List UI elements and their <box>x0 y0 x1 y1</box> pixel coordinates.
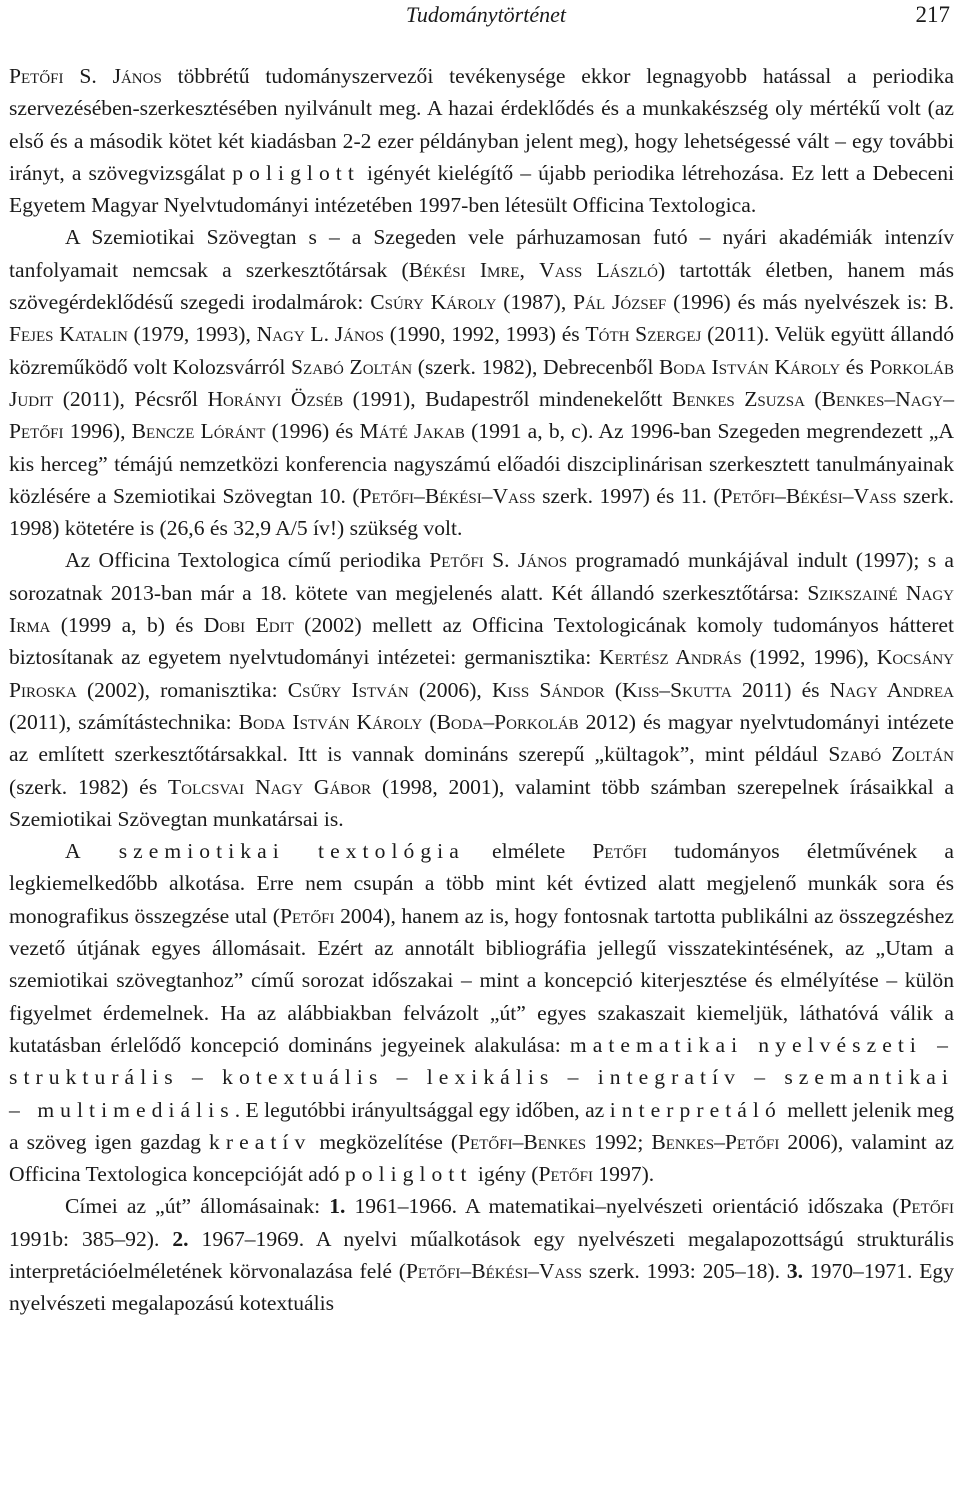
text-run: (1998, 2001), valamint több számban szerepelnek írásaikkal a Szemiotikai Szövegtan munkatársai is. <box>9 774 954 831</box>
text-run: 1991b: 385–92). <box>9 1226 173 1251</box>
author-name: Benkes Zsuzsa <box>671 386 805 411</box>
text-run: ( <box>604 677 623 702</box>
text-run: szerk. 1993: 205–18). <box>582 1258 787 1283</box>
author-name: Petőfi <box>538 1162 593 1187</box>
author-name: Dobi Edit <box>203 613 294 638</box>
text-run: (szerk. 1982), Debrecenből <box>412 354 659 379</box>
text-run: Címei az „út” állomásainak: <box>65 1194 330 1219</box>
author-name: Máté Jakab <box>359 419 465 444</box>
text-run: szerk. 1998) kötetére is (26,6 és 32,9 A/5 ív!) szükség volt. <box>9 483 955 541</box>
author-name: Petőfi <box>899 1194 954 1219</box>
author-name: Petőfi–Békési–Vass <box>359 483 536 508</box>
text-run: (1992, 1996), <box>741 645 877 670</box>
author-name: Nagy Andrea <box>829 677 954 702</box>
author-name: Boda István Károly <box>238 709 423 734</box>
author-name: Tolcsvai Nagy Gábor <box>167 774 372 799</box>
running-title: Tudománytörténet <box>405 2 566 27</box>
text-run: ( <box>422 709 437 734</box>
author-name: Boda–Porkoláb <box>436 709 579 734</box>
paragraph-5 <box>9 1190 954 1319</box>
paragraph-4 <box>9 835 954 1190</box>
spaced-term: poliglott <box>232 160 360 185</box>
text-run: Az Officina Textologica című periodika <box>65 548 430 573</box>
text-run: szerk. 1997) és 11. ( <box>535 483 721 508</box>
text-run: 1961–1966. A matematikai–nyelvészeti orientáció időszaka ( <box>345 1194 900 1219</box>
text-run: ) tartották életben, hanem más szövegérdeklődésű szegedi irodalmárok: <box>9 257 955 315</box>
author-name: Petőfi–Békési–Vass <box>720 483 897 508</box>
text-run: többrétű tudományszervezői tevékenysége ekkor legnagyobb hatással a periodika szervezésében-szerkesztésében nyilvánult meg. A hazai érdeklődés és a munkakészség oly mértékű volt (az első és a második kötet két kiadásban 2-2 ezer példányban jelent meg), hogy lehetségessé vált – egy további irányt, a szövegvizsgálat <box>9 64 954 185</box>
text-run: mellett jelenik meg a szöveg igen gazdag <box>9 1097 954 1154</box>
author-name: Szikszainé Nagy Irma <box>9 580 954 638</box>
author-name: Petőfi <box>280 903 335 928</box>
author-name: Vass László <box>539 257 658 282</box>
author-name: Tóth Szergej <box>585 322 702 347</box>
author-name: Szabó Zoltán <box>291 354 413 379</box>
body-text <box>9 60 954 1320</box>
text-run: 2011) és <box>731 677 830 702</box>
text-run: (1979, 1993), <box>127 322 257 347</box>
spaced-term: matematikai nyelvészeti – strukturális – kotextuális – lexikális – integratív – szemantikai – multimediális <box>9 1032 954 1122</box>
text-run: (1987), <box>496 290 574 315</box>
text-run: (2011). Velük együtt állandó közreműködő volt Kolozsvárról <box>9 322 954 379</box>
text-run: 2006), valamint az Officina Textologica koncepcióját adó <box>9 1129 955 1187</box>
enumeration-number: 2. <box>172 1226 189 1251</box>
author-name: Porkoláb Judit <box>9 354 954 411</box>
author-name: Benkes–Nagy–Petőfi <box>9 386 955 444</box>
text-run: (1991 a, b, c). Az 1996-ban Szegeden megrendezett „A kis herceg” témájú nemzetközi konferencia nagyszámú előadói diszciplinárisan szerkesztett tanulmányainak közlésére a Szemiotikai Szövegtan 10. ( <box>9 419 955 508</box>
running-head <box>0 2 958 32</box>
text-run: 2012) és magyar nyelvtudományi intézete az említett szerkesztőtársakkal. Itt is vannak domináns szerepű „kültagok”, mint például <box>9 709 954 767</box>
spaced-term: A szemiotikai textológia <box>65 839 465 864</box>
text-run: tudományos életművének a legkiemelkedőbb alkotása. Erre nem csupán a több mint két évtized alatt megjelenő munkák sora és monografikus összegzése utal ( <box>9 839 954 928</box>
text-run: programadó munkájával indult (1997); s a sorozatnak 2013-ban már a 18. kötete van megjelenés alatt. Két állandó szerkesztőtársa: <box>9 548 954 605</box>
enumeration-number: 3. <box>786 1258 804 1283</box>
author-name: Petőfi <box>592 839 647 864</box>
author-name: Petőfi S. János <box>9 64 162 88</box>
text-run: (szerk. 1982) és <box>9 774 168 799</box>
text-run: (2002), romanisztika: <box>76 677 288 702</box>
author-name: Nagy L. János <box>256 322 384 347</box>
text-run: 1997). <box>592 1162 655 1187</box>
text-run: 1970–1971. Egy nyelvészeti megalapozású kotextuális <box>9 1258 954 1316</box>
page-number: 217 <box>915 2 950 27</box>
text-run: (1996) és más nyelvészek is: B. <box>666 290 954 315</box>
text-run: (1991), Budapestről mindenekelőtt <box>343 386 672 411</box>
text-run: igény ( <box>472 1162 539 1187</box>
spaced-term: kreatív <box>209 1129 312 1154</box>
author-name: Benkes–Petőfi <box>651 1129 780 1154</box>
author-name: Csúry Károly <box>370 290 497 315</box>
author-name: Kertész András <box>599 645 742 670</box>
paragraph-3 <box>9 544 954 835</box>
author-name: Petőfi–Békési–Vass <box>405 1258 583 1283</box>
text-run: (1996) és <box>265 419 360 444</box>
text-run: 1992; <box>586 1129 652 1154</box>
paragraph-1 <box>9 60 954 221</box>
author-name: Szabó Zoltán <box>828 742 954 767</box>
text-run: (2002) mellett az Officina Textologicának komoly tudományos hátteret biztosítanak az egyetem nyelvtudományi intézetei: germanisztika: <box>9 613 954 670</box>
text-run: 2004), hanem az is, hogy fontosnak tartotta publikálni az összegzéshez vezető útjának egyes állomásait. Ezért az annotált bibliográfia jellegű visszatekintésének, az „Utam a szemiotikai szövegtanhoz” című sorozat időszakai – mint a koncepció kiterjesztése és elmélyítése – külön figyelmet érdemelnek. Ha az alábbiakban felvázolt „út” egyes szakaszait kiemeljük, láthatóvá válik a kutatásban érlelődő koncepció domináns jegyeinek alakulása: <box>9 903 954 1057</box>
text-run: A Szemiotikai Szövegtan s – a Szegeden vele párhuzamosan futó – nyári akadémiák intenzív tanfolyamait nemcsak a szerkesztőtársak ( <box>9 225 954 282</box>
author-name: Békési Imre <box>408 257 520 282</box>
text-run: ( <box>804 386 822 411</box>
author-name: Fejes Katalin <box>9 322 128 347</box>
text-run: elmélete <box>464 839 593 864</box>
spaced-term: poliglott <box>344 1162 473 1187</box>
text-run: . E legutóbbi irányultsággal egy időben, az <box>234 1097 610 1122</box>
text-run: (1999 a, b) és <box>50 613 204 638</box>
text-run: 1967–1969. A nyelvi műalkotások egy nyelvészeti megalapozottságú strukturális interpretációelméletének körvonalazása felé ( <box>9 1226 955 1283</box>
text-run: (2006), <box>408 677 492 702</box>
text-run: igényét kielégítő – újabb periodika létrehozása. Ez lett a Debeceni Egyetem Magyar Nyelvtudományi intézetében 1997-ben létesült Officina Textologica. <box>9 160 955 218</box>
text-run: (2011), Pécsről <box>53 386 208 411</box>
paragraph-2 <box>9 221 954 544</box>
text-run: (1990, 1992, 1993) és <box>384 322 586 347</box>
author-name: Petőfi–Benkes <box>458 1129 587 1154</box>
author-name: Bencze Lóránt <box>131 419 266 444</box>
text-run: megközelítése ( <box>311 1129 459 1154</box>
author-name: Kocsány Piroska <box>9 645 955 702</box>
text-run: (2011), számítástechnika: <box>9 709 239 734</box>
author-name: Horányi Özséb <box>207 386 344 411</box>
author-name: Kiss–Skutta <box>622 677 732 702</box>
spaced-term: interpretáló <box>609 1097 782 1122</box>
text-run: , <box>519 257 540 282</box>
author-name: Kiss Sándor <box>491 677 605 702</box>
enumeration-number: 1. <box>329 1194 346 1219</box>
author-name: Petőfi S. János <box>429 548 568 573</box>
author-name: Pál József <box>573 290 667 315</box>
text-run: és <box>840 354 870 379</box>
author-name: Boda István Károly <box>659 354 841 379</box>
author-name: Csűry István <box>287 677 409 702</box>
text-run: 1996), <box>63 419 132 444</box>
